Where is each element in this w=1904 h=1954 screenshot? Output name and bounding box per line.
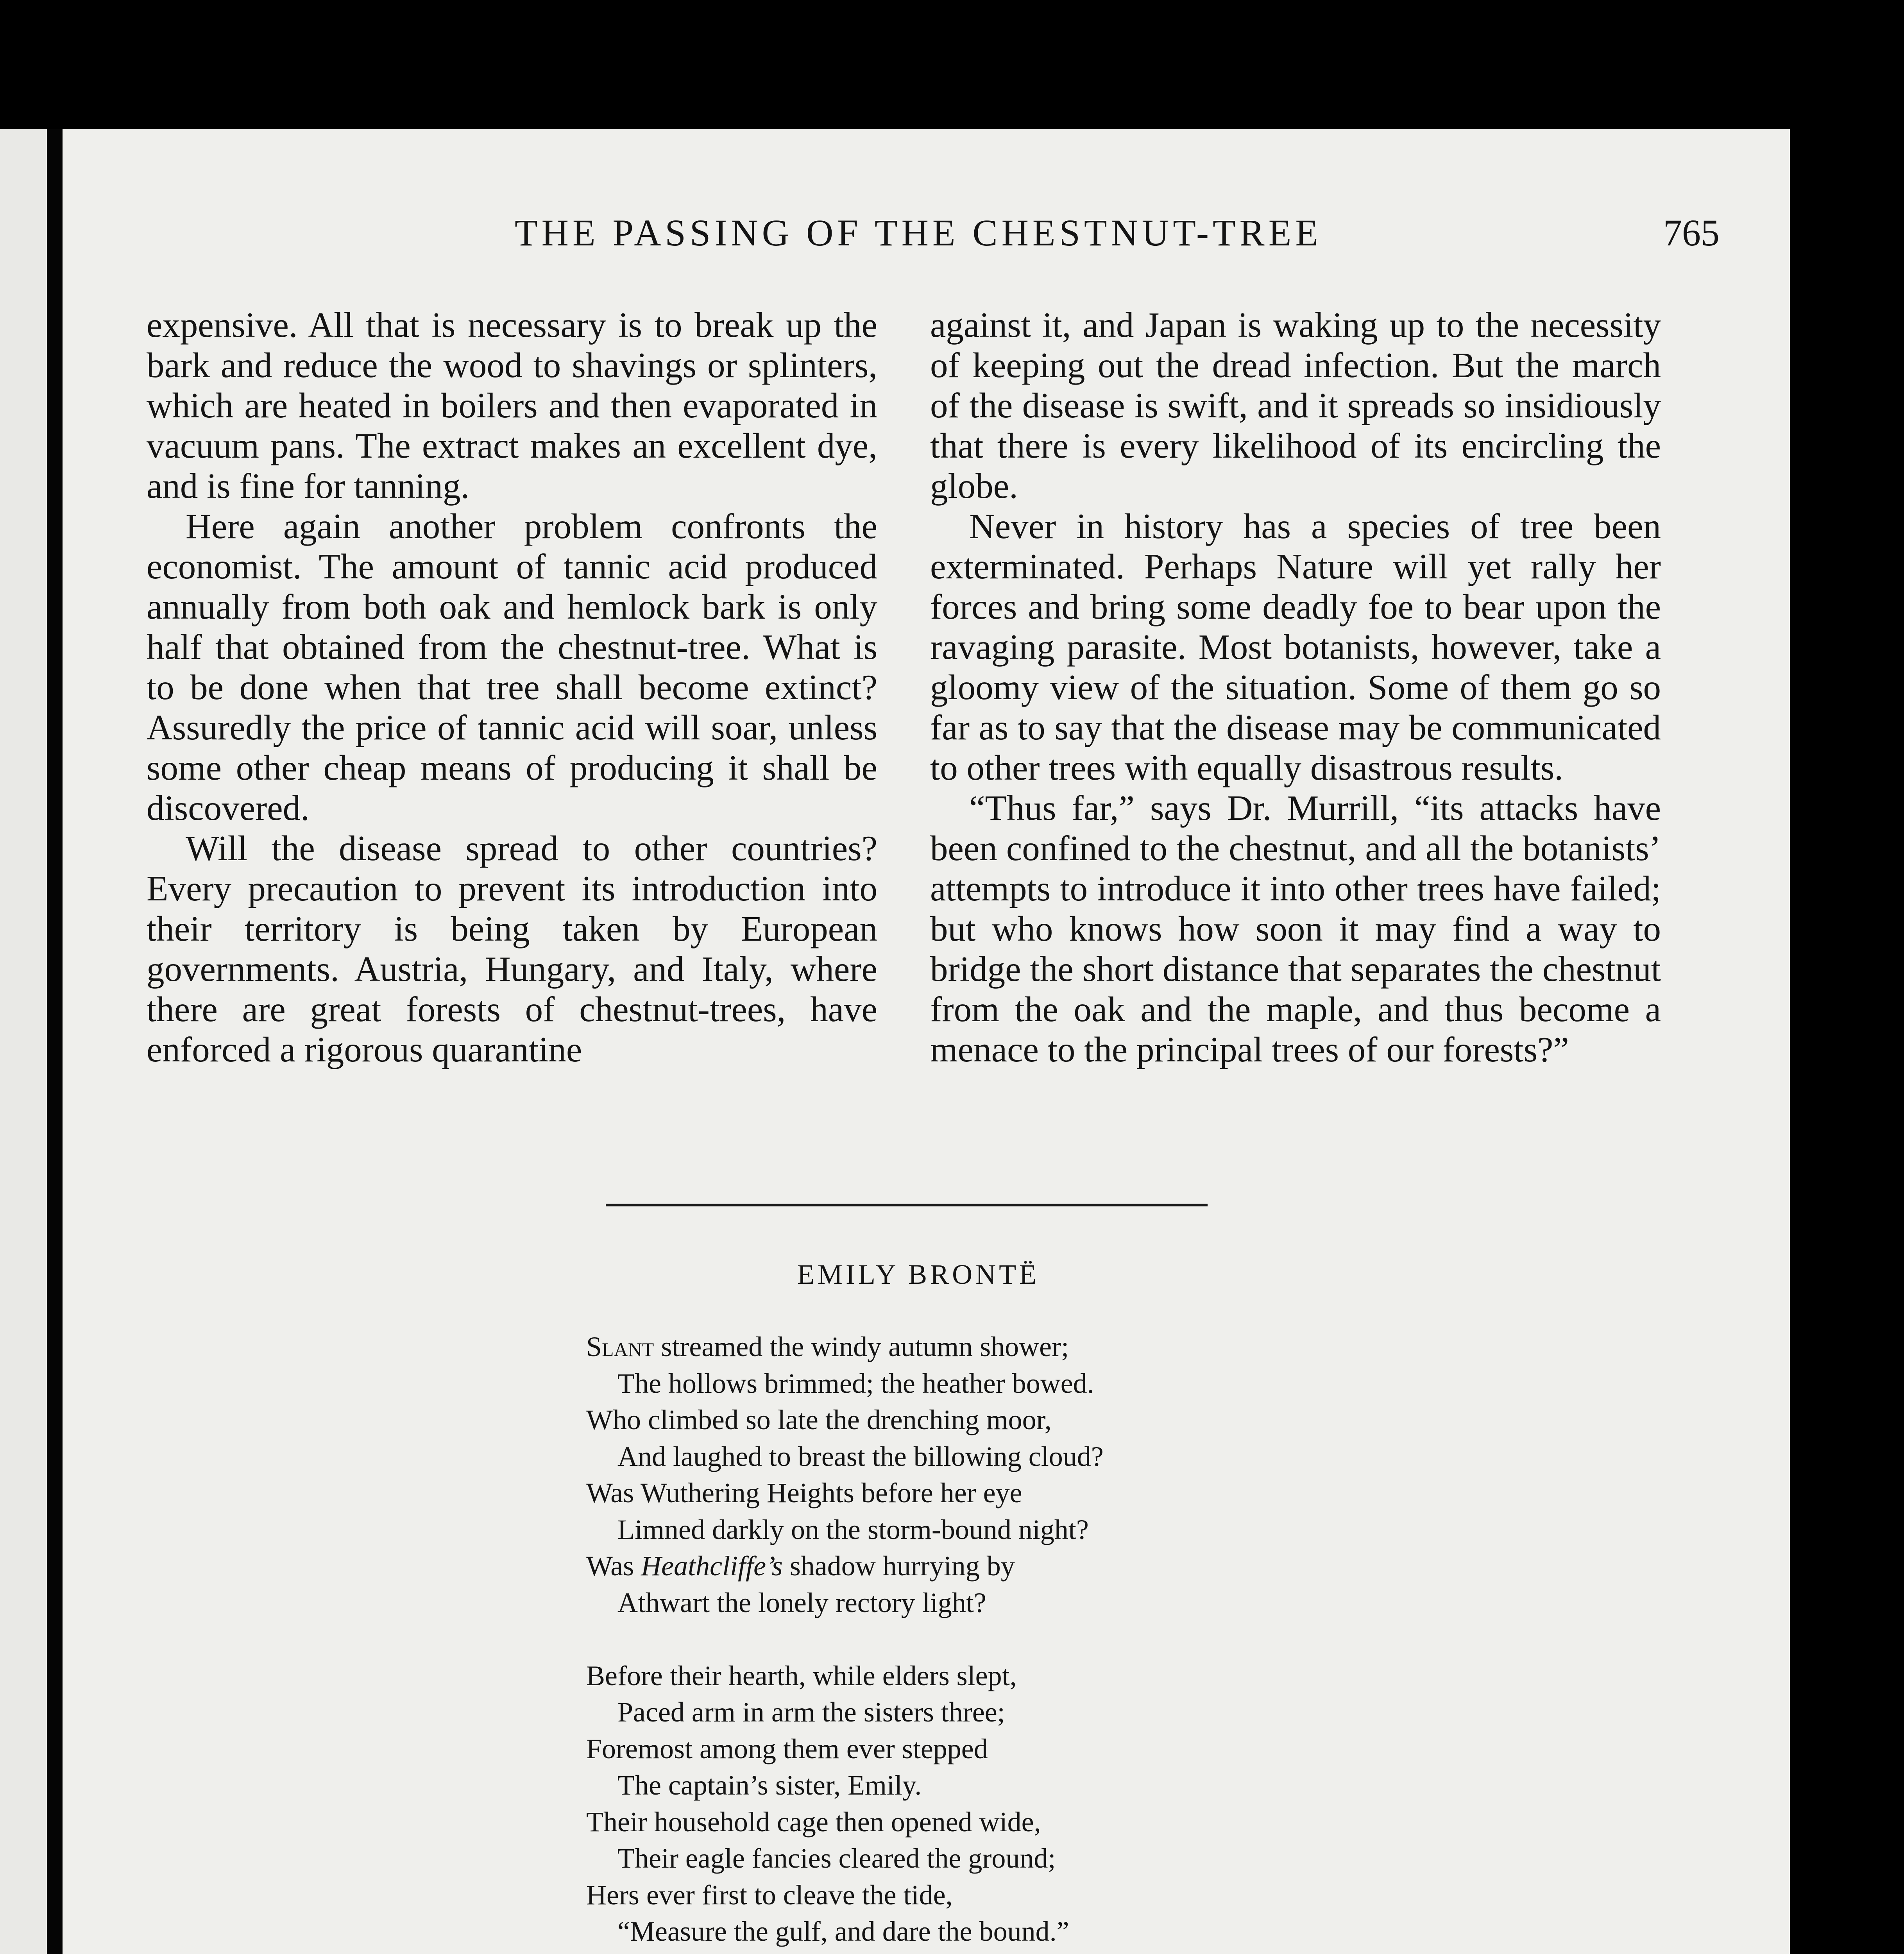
article-paragraph: Here again another problem confronts the economist. The amount of tannic acid produced annually from both oak and hemlock bark is only half that obtained from the chestnut-tree. What is to be done when that tree shall become extinct? Assuredly the price of tannic acid will soar, unless some other cheap means of producing it shall be discovered. <box>147 506 877 828</box>
magazine-page <box>63 129 1790 1954</box>
article-paragraph: expensive. All that is necessary is to break up the bark and reduce the wood to shavings or splinters, which are heated in boilers and then evaporated in vacuum pans. The extract makes an excellent dye, and is fine for tanning. <box>147 305 877 506</box>
article-paragraph: Never in history has a species of tree been exterminated. Perhaps Nature will yet rally her forces and bring some deadly foe to bear upon the ravaging parasite. Most botanists, however, take a gloomy view of the situation. Some of them go so far as to say that the disease may be communicated to other trees with equally disastrous results. <box>930 506 1661 787</box>
poem-stanza <box>586 1658 1368 1950</box>
poem-line: Foremost among them ever stepped <box>586 1733 988 1764</box>
article-paragraph: “Thus far,” says Dr. Murrill, “its attacks have been confined to the chestnut, and all the botanists’ attempts to introduce it into other trees have failed; but who knows how soon it may find a way to bridge the short distance that separates the chestnut from the oak and the maple, and thus become a menace to the principal trees of our forests?” <box>930 788 1661 1069</box>
running-title: THE PASSING OF THE CHESTNUT-TREE <box>515 212 1322 254</box>
poem-line <box>586 1548 1368 1585</box>
poem-line: The captain’s sister, Emily. <box>617 1770 922 1801</box>
page-number: 765 <box>1663 212 1720 254</box>
poem-line: Limned darkly on the storm-bound night? <box>617 1514 1089 1545</box>
poem-line: Was Wuthering Heights before her eye <box>586 1477 1022 1508</box>
poem-line: The hollows brimmed; the heather bowed. <box>617 1367 1094 1399</box>
poem-line: Hers ever first to cleave the tide, <box>586 1879 953 1911</box>
poem-line <box>586 1329 1368 1365</box>
article-right-column <box>930 305 1661 1070</box>
poem-line-text: streamed the windy autumn shower; <box>654 1331 1069 1362</box>
poem-line: And laughed to breast the billowing cloud? <box>617 1440 1104 1472</box>
poem-stanza <box>586 1329 1368 1621</box>
poem-line-text: Was <box>586 1550 641 1582</box>
poem-line: “Measure the gulf, and dare the bound.” <box>617 1916 1069 1947</box>
poem-line-text: shadow hurrying by <box>782 1550 1015 1582</box>
poem-line: Who climbed so late the drenching moor, <box>586 1404 1052 1435</box>
poem-line: Before their hearth, while elders slept, <box>586 1660 1017 1691</box>
poem-first-word: Slant <box>586 1331 654 1362</box>
poem-body <box>586 1329 1368 1954</box>
article-paragraph: against it, and Japan is waking up to the necessity of keeping out the dread infection. But the march of the disease is swift, and it spreads so insidiously that there is every likelihood of its encircling the globe. <box>930 305 1661 506</box>
poem-line: Their household cage then opened wide, <box>586 1806 1041 1838</box>
adjacent-page-edge <box>0 129 47 1954</box>
article-left-column <box>147 305 877 1070</box>
poem-italic-name: Heathcliffe’s <box>641 1550 783 1582</box>
page-gutter <box>47 129 63 1954</box>
article-paragraph: Will the disease spread to other countries? Every precaution to prevent its introduction into their territory is being taken by European governments. Austria, Hungary, and Italy, where there are great forests of chestnut-trees, have enforced a rigorous quarantine <box>147 828 877 1069</box>
poem-line: Paced arm in arm the sisters three; <box>617 1696 1005 1728</box>
poem-title: EMILY BRONTË <box>797 1259 1040 1290</box>
poem-line: Their eagle fancies cleared the ground; <box>617 1843 1056 1874</box>
page-header <box>63 211 1790 281</box>
poem-line: Athwart the lonely rectory light? <box>617 1587 986 1618</box>
section-divider <box>606 1204 1208 1206</box>
